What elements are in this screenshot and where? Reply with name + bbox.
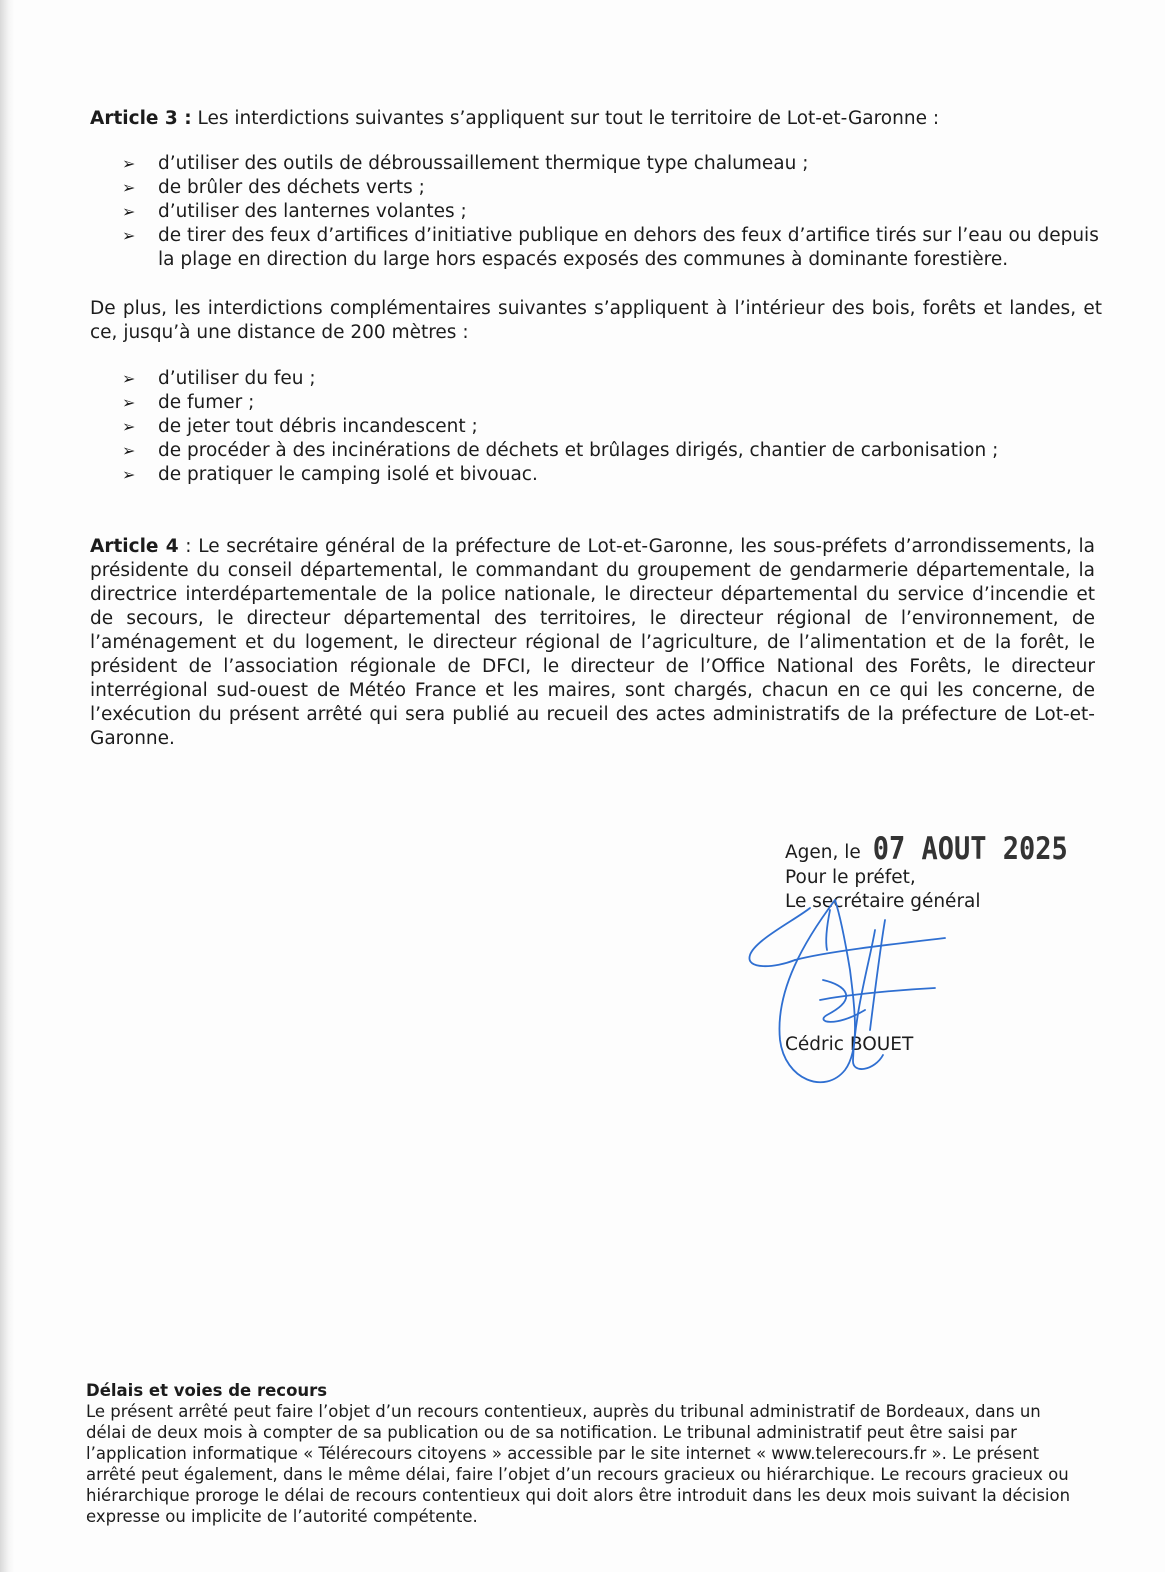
article-4-text: : Le secrétaire général de la préfecture de Lot-et-Garonne, les sous-préfets d’arrondissements, la présidente du conseil départemental, le commandant du groupement de gendarmerie départementale, la directrice interdépartementale de la police nationale, le directeur départemental du service d’incendie et de secours, le directeur départemental des territoires, le directeur régional de l’environnement, de l’aménagement et du logement, le directeur régional de l’agriculture, de l’alimentation et de la forêt, le président de l’association régionale de DFCI, le directeur de l’Office National des Forêts, le directeur interrégional sud-ouest de Météo France et les maires, sont chargés, chacun en ce qui les concerne, de l’exécution du présent arrêté qui sera publié au recueil des actes administratifs de la préfecture de Lot-et-Garonne.	[90, 536, 1095, 749]
signature-title: Le secrétaire général	[785, 891, 981, 912]
list-item-text: d’utiliser du feu ;	[158, 368, 316, 389]
arrow-bullet-icon: ➢	[122, 441, 136, 460]
list-item-text: de procéder à des incinérations de déchets et brûlages dirigés, chantier de carbonisation ;	[158, 440, 999, 461]
page-edge-shadow	[0, 0, 14, 1572]
arrow-bullet-icon: ➢	[122, 393, 136, 412]
signature-place-date	[785, 831, 1068, 868]
arrow-bullet-icon: ➢	[122, 417, 136, 436]
list-item	[122, 176, 1107, 200]
arrow-bullet-icon: ➢	[122, 369, 136, 388]
list-item	[122, 391, 1107, 415]
list-item-text: d’utiliser des lanternes volantes ;	[158, 201, 467, 222]
list-item	[122, 367, 1107, 391]
additional-interdictions-list	[122, 367, 1107, 487]
list-item	[122, 415, 1107, 439]
list-item	[122, 439, 1107, 463]
signature-place: Agen, le	[785, 842, 861, 863]
list-item-text: de fumer ;	[158, 392, 255, 413]
article-3-intro	[90, 107, 1100, 131]
article-3-label: Article 3 :	[90, 108, 192, 129]
list-item-text: de pratiquer le camping isolé et bivouac.	[158, 464, 538, 485]
list-item-text: de jeter tout débris incandescent ;	[158, 416, 478, 437]
list-item	[122, 463, 1107, 487]
handwritten-signature-icon	[735, 880, 975, 1095]
list-item-text: de brûler des déchets verts ;	[158, 177, 425, 198]
list-item	[122, 152, 1107, 176]
appeal-notice-text: Le présent arrêté peut faire l’objet d’un recours contentieux, auprès du tribunal administratif de Bordeaux, dans un délai de deux mois à compter de sa publication ou de sa notification. Le tribunal administratif peut être saisi par l’application informatique « Télérecours citoyens » accessible par le site internet « www.telerecours.fr ». Le présent arrêté peut également, dans le même délai, faire l’objet d’un recours gracieux ou hiérarchique. Le recours gracieux ou hiérarchique proroge le délai de recours contentieux qui doit alors être introduit dans les deux mois suivant la décision expresse ou implicite de l’autorité compétente.	[86, 1402, 1071, 1526]
list-item-text: d’utiliser des outils de débroussaillement thermique type chalumeau ;	[158, 153, 809, 174]
arrow-bullet-icon: ➢	[122, 154, 136, 173]
list-item	[122, 224, 1107, 272]
article-3-intro-text: Les interdictions suivantes s’appliquent sur tout le territoire de Lot-et-Garonne :	[191, 108, 940, 129]
article-4-label: Article 4	[90, 536, 179, 557]
article-3-list	[122, 152, 1107, 272]
additional-interdictions-intro: De plus, les interdictions complémentaires suivantes s’appliquent à l’intérieur des bois, forêts et landes, et ce, jusqu’à une distance de 200 mètres :	[90, 298, 1102, 343]
appeal-notice	[86, 1380, 1071, 1527]
arrow-bullet-icon: ➢	[122, 465, 136, 484]
arrow-bullet-icon: ➢	[122, 202, 136, 221]
date-stamp: 07 AOUT 2025	[872, 831, 1068, 868]
signatory-name: Cédric BOUET	[785, 1034, 914, 1055]
signature-for-prefect: Pour le préfet,	[785, 867, 916, 888]
list-item	[122, 200, 1107, 224]
list-item-text: de tirer des feux d’artifices d’initiative publique en dehors des feux d’artifice tirés sur l’eau ou depuis la plage en direction du large hors espacés exposés des communes à dominante forestière.	[158, 225, 1099, 270]
arrow-bullet-icon: ➢	[122, 178, 136, 197]
appeal-notice-title: Délais et voies de recours	[86, 1381, 328, 1400]
arrow-bullet-icon: ➢	[122, 226, 136, 245]
article-4-paragraph	[90, 535, 1095, 751]
